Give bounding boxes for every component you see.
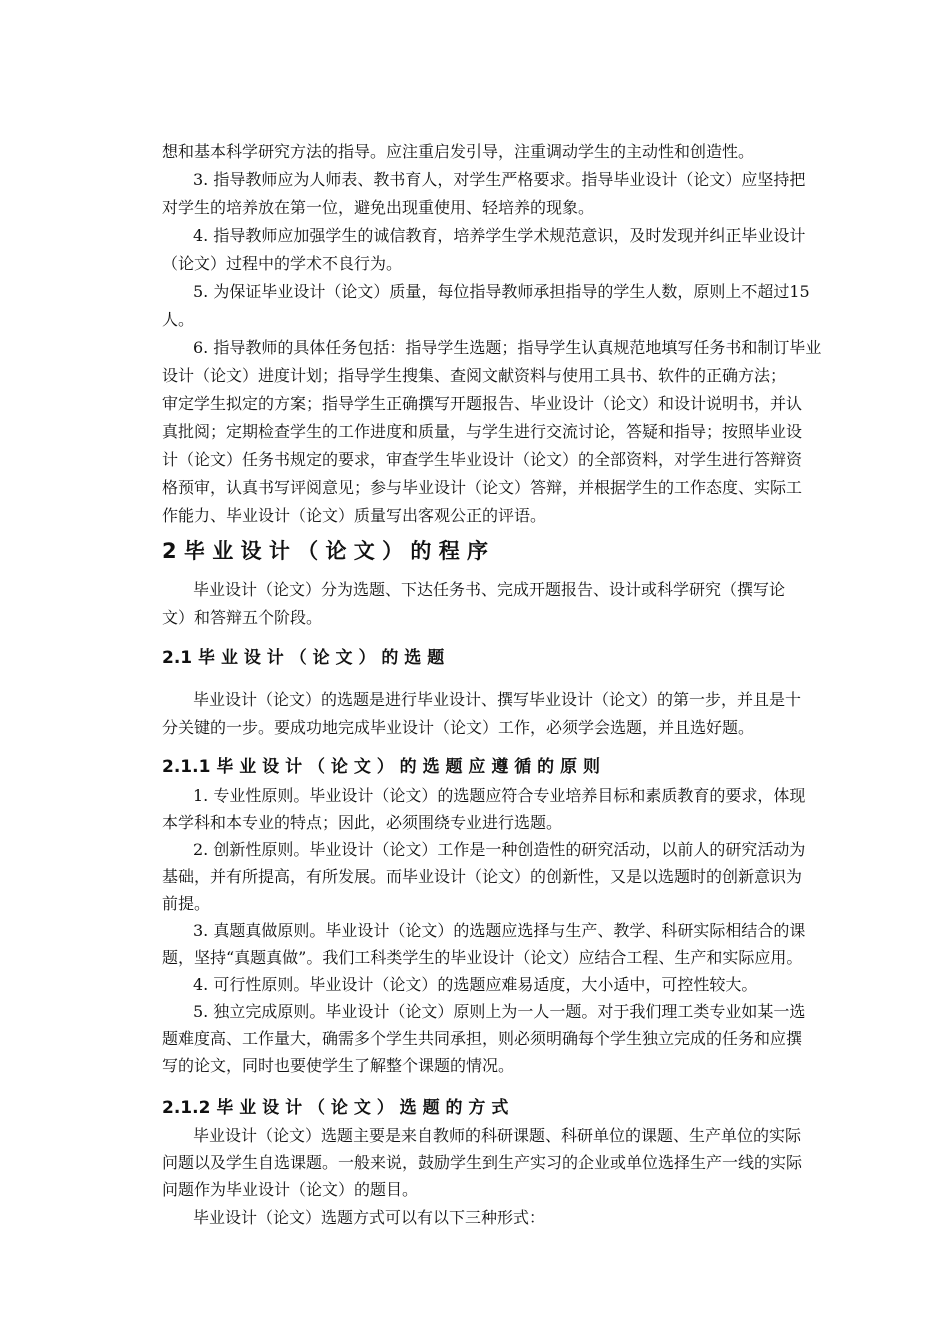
paragraph-line: 3. 真题真做原则。毕业设计（论文）的选题应选择与生产、教学、科研实际相结合的课 [193,921,806,940]
paragraph-line: 1. 专业性原则。毕业设计（论文）的选题应符合专业培养目标和素质教育的要求，体现 [193,786,806,805]
paragraph-line: 基础，并有所提高，有所发展。而毕业设计（论文）的创新性，又是以选题时的创新意识为 [162,867,803,886]
paragraph-line: 写的论文，同时也要使学生了解整个课题的情况。 [162,1056,515,1075]
paragraph-line: 想和基本科学研究方法的指导。应注重启发引导，注重调动学生的主动性和创造性。 [162,142,755,161]
paragraph-line: 问题作为毕业设计（论文）的题目。 [162,1180,419,1199]
paragraph-line: 题难度高、工作量大，确需多个学生共同承担，则必须明确每个学生独立完成的任务和应撰 [162,1029,803,1048]
paragraph-line: 毕业设计（论文）选题主要是来自教师的科研课题、科研单位的课题、生产单位的实际 [193,1126,802,1145]
paragraph-line: 5. 为保证毕业设计（论文）质量，每位指导教师承担指导的学生人数，原则上不超过15 [193,282,810,301]
paragraph-line: 对学生的培养放在第一位，避免出现重使用、轻培养的现象。 [162,198,595,217]
paragraph-line: 真批阅；定期检查学生的工作进度和质量，与学生进行交流讨论，答疑和指导；按照毕业设 [162,422,803,441]
paragraph-line: 设计（论文）进度计划；指导学生搜集、查阅文献资料与使用工具书、软件的正确方法； [162,366,787,385]
paragraph-line: 毕业设计（论文）分为选题、下达任务书、完成开题报告、设计或科学研究（撰写论 [193,580,786,599]
paragraph-line: 人。 [162,310,195,329]
paragraph-line: 文）和答辩五个阶段。 [162,608,323,627]
paragraph-line: （论文）过程中的学术不良行为。 [162,254,403,273]
subsubsection-heading: 2.1.1 毕 业 设 计 （ 论 文 ） 的 选 题 应 遵 循 的 原 则 [162,757,601,777]
paragraph-line: 审定学生拟定的方案；指导学生正确撰写开题报告、毕业设计（论文）和设计说明书，并认 [162,394,803,413]
paragraph-line: 2. 创新性原则。毕业设计（论文）工作是一种创造性的研究活动，以前人的研究活动为 [193,840,806,859]
subsection-heading: 2.1 毕 业 设 计 （ 论 文 ） 的 选 题 [162,648,445,668]
paragraph-line: 前提。 [162,894,211,913]
paragraph-line: 题，坚持“真题真做”。我们工科类学生的毕业设计（论文）应结合工程、生产和实际应用。 [162,948,803,967]
paragraph-line: 6. 指导教师的具体任务包括：指导学生选题；指导学生认真规范地填写任务书和制订毕业 [193,338,822,357]
paragraph-line: 5. 独立完成原则。毕业设计（论文）原则上为一人一题。对于我们理工类专业如某一选 [193,1002,806,1021]
paragraph-line: 分关键的一步。要成功地完成毕业设计（论文）工作，必须学会选题，并且选好题。 [162,718,755,737]
paragraph-line: 本学科和本专业的特点；因此，必须围绕专业进行选题。 [162,813,563,832]
section-heading: 2 毕 业 设 计 （ 论 文 ） 的 程 序 [162,539,489,563]
paragraph-line: 毕业设计（论文）选题方式可以有以下三种形式： [193,1208,546,1227]
paragraph-line: 4. 可行性原则。毕业设计（论文）的选题应难易适度，大小适中，可控性较大。 [193,975,758,994]
paragraph-line: 3. 指导教师应为人师表、教书育人，对学生严格要求。指导毕业设计（论文）应坚持把 [193,170,806,189]
paragraph-line: 作能力、毕业设计（论文）质量写出客观公正的评语。 [162,506,547,525]
paragraph-line: 毕业设计（论文）的选题是进行毕业设计、撰写毕业设计（论文）的第一步，并且是十 [193,690,802,709]
subsubsection-heading: 2.1.2 毕 业 设 计 （ 论 文 ） 选 题 的 方 式 [162,1098,509,1118]
paragraph-line: 格预审，认真书写评阅意见；参与毕业设计（论文）答辩，并根据学生的工作态度、实际工 [162,478,803,497]
paragraph-line: 问题以及学生自选课题。一般来说，鼓励学生到生产实习的企业或单位选择生产一线的实际 [162,1153,803,1172]
paragraph-line: 计（论文）任务书规定的要求，审查学生毕业设计（论文）的全部资料，对学生进行答辩资 [162,450,803,469]
paragraph-line: 4. 指导教师应加强学生的诚信教育，培养学生学术规范意识，及时发现并纠正毕业设计 [193,226,806,245]
